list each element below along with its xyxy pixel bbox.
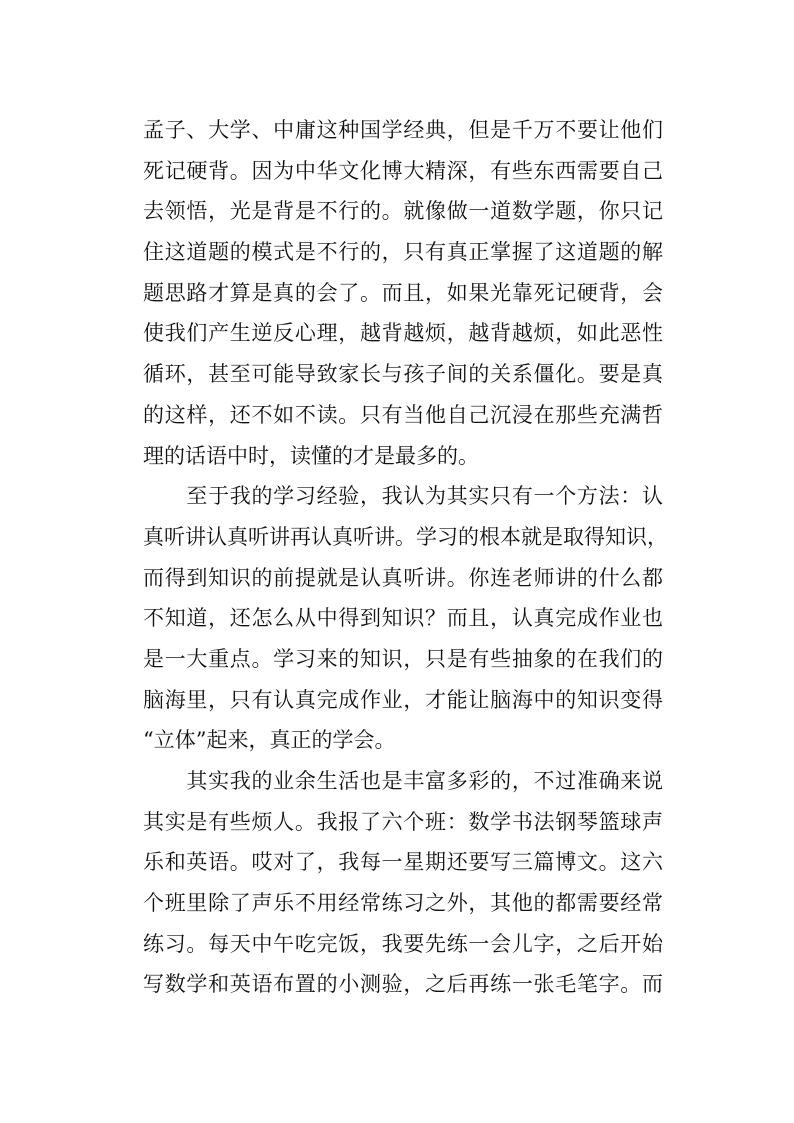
- text-line: 写数学和英语布置的小测验，之后再练一张毛笔字。而: [143, 972, 663, 997]
- text-line: 乐和英语。哎对了，我每一星期还要写三篇博文。这六: [143, 850, 663, 875]
- text-line: 个班里除了声乐不用经常练习之外，其他的都需要经常: [143, 891, 663, 916]
- text-line: 死记硬背。因为中华文化博大精深，有些东西需要自己: [143, 158, 663, 183]
- text-line: 不知道，还怎么从中得到知识？而且，认真完成作业也: [143, 606, 663, 631]
- text-line: 其实是有些烦人。我报了六个班：数学书法钢琴篮球声: [143, 809, 663, 834]
- text-line: 是一大重点。学习来的知识，只是有些抽象的在我们的: [143, 646, 663, 671]
- document-body: [143, 110, 668, 1005]
- text-line: 脑海里，只有认真完成作业，才能让脑海中的知识变得: [143, 687, 663, 712]
- text-line: 题思路才算是真的会了。而且，如果光靠死记硬背，会: [143, 280, 663, 305]
- text-line: “立体”起来，真正的学会。: [143, 728, 396, 753]
- text-line: 至于我的学习经验，我认为其实只有一个方法：认: [143, 484, 663, 509]
- text-line: 去领悟，光是背是不行的。就像做一道数学题，你只记: [143, 199, 663, 224]
- text-line: 使我们产生逆反心理，越背越烦，越背越烦，如此恶性: [143, 321, 663, 346]
- text-line: 循环，甚至可能导致家长与孩子间的关系僵化。要是真: [143, 362, 663, 387]
- text-line: 孟子、大学、中庸这种国学经典，但是千万不要让他们: [143, 118, 663, 142]
- text-line: 练习。每天中午吃完饭，我要先练一会儿字，之后开始: [143, 931, 663, 956]
- text-line: 真听讲认真听讲再认真听讲。学习的根本就是取得知识，: [143, 524, 668, 549]
- text-line: 的这样，还不如不读。只有当他自己沉浸在那些充满哲: [143, 402, 663, 427]
- text-line: 而得到知识的前提就是认真听讲。你连老师讲的什么都: [143, 565, 663, 590]
- text-line: 其实我的业余生活也是丰富多彩的，不过准确来说: [143, 769, 663, 793]
- text-line: 理的话语中时，读懂的才是最多的。: [143, 443, 479, 468]
- text-line: 住这道题的模式是不行的，只有真正掌握了这道题的解: [143, 240, 663, 265]
